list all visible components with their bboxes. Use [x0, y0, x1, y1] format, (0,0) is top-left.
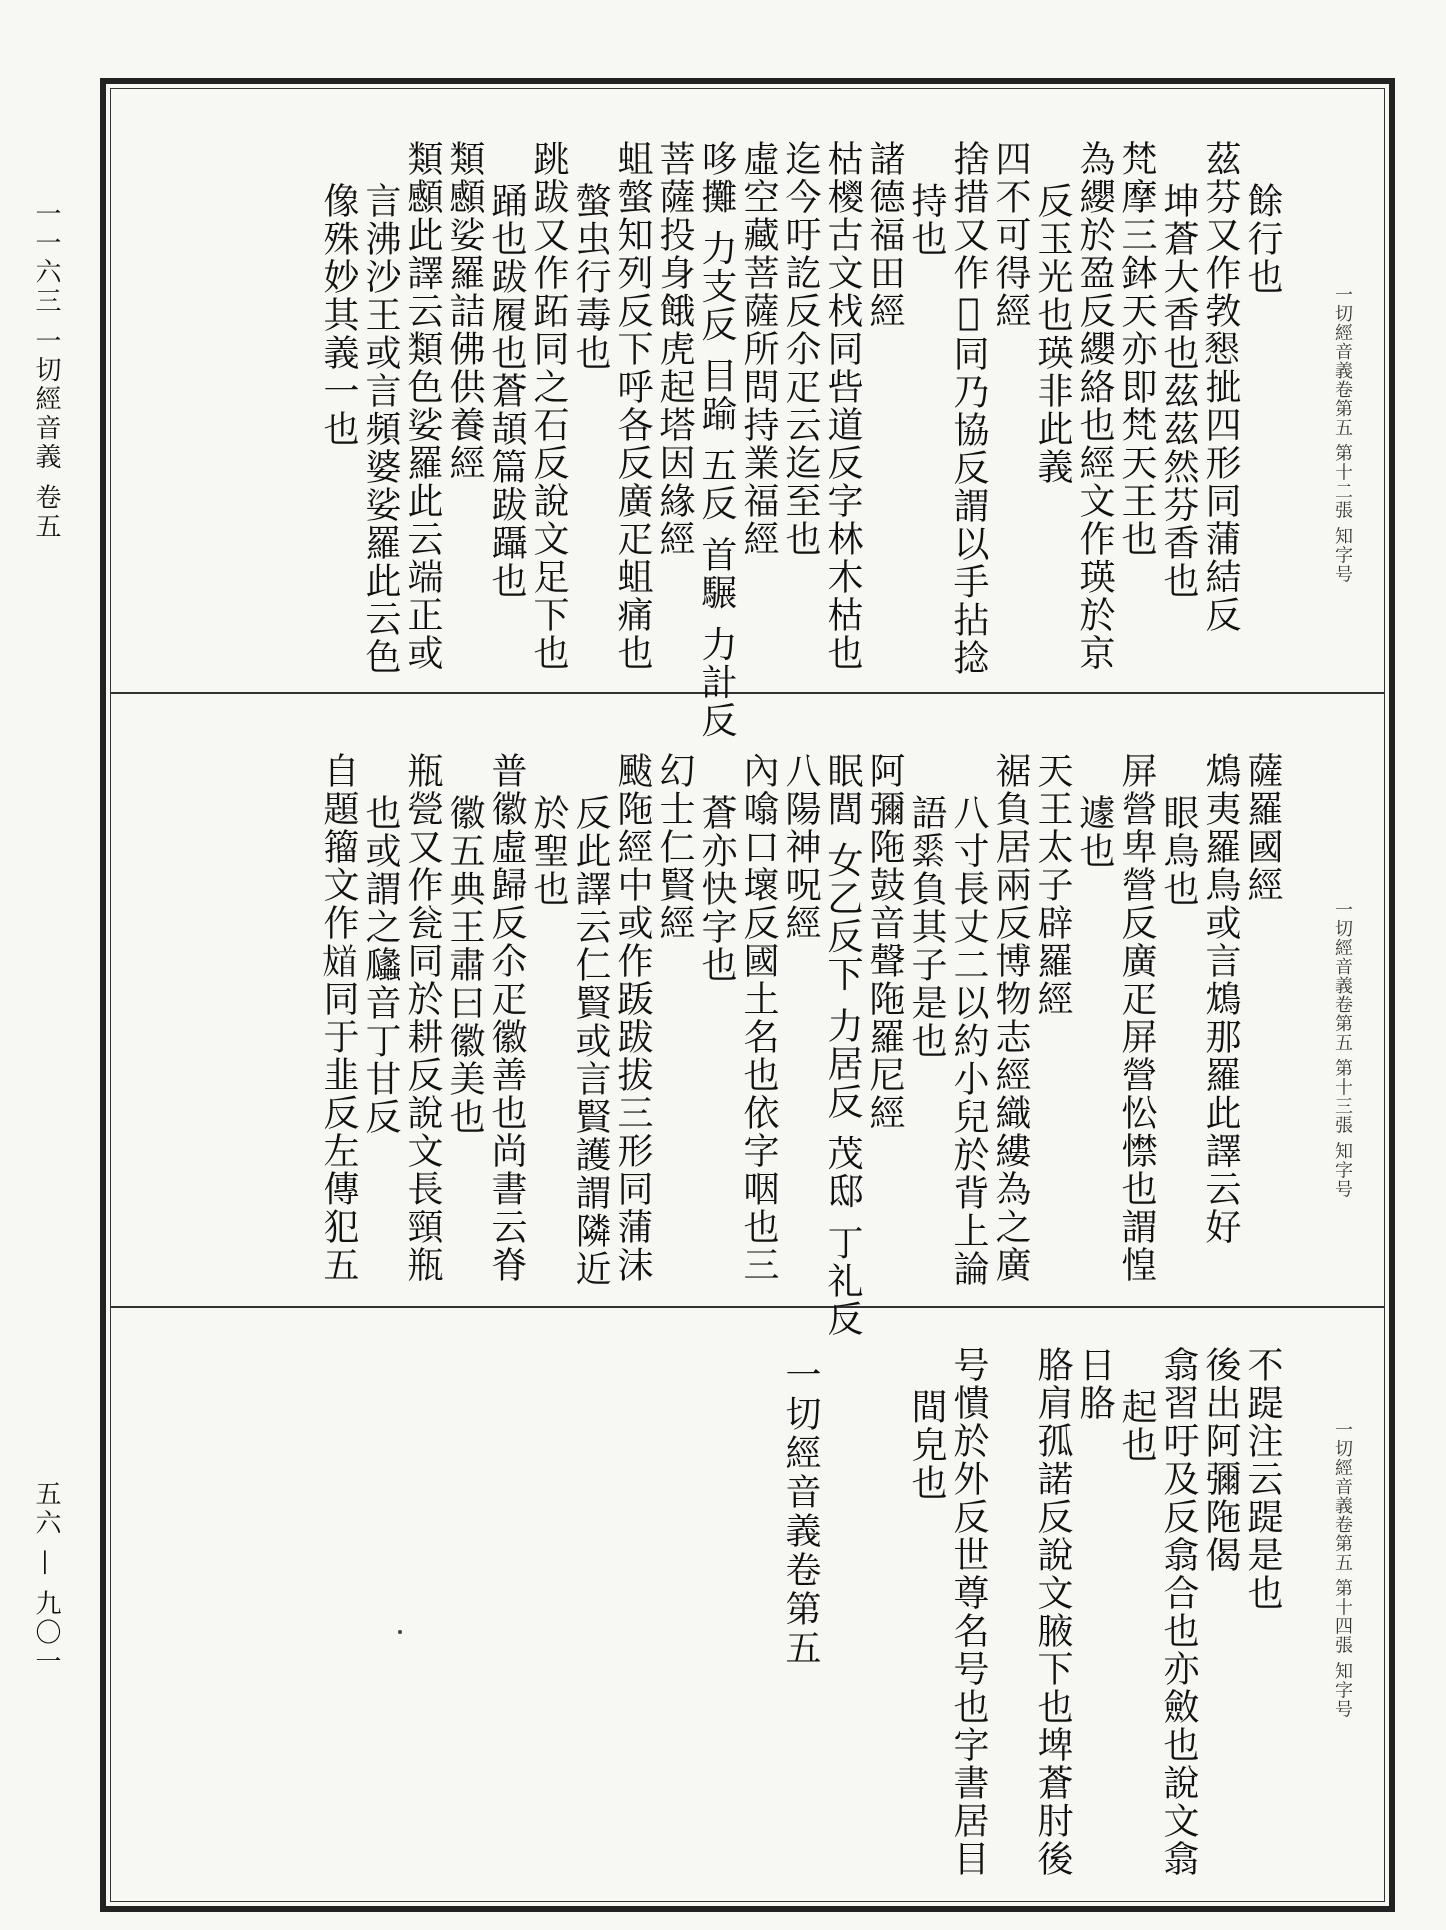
margin-title: 一一六三 一切經音義 卷五 — [31, 200, 61, 542]
s2-col-17: 反此譯云仁賢或言賢護謂隣近 — [570, 794, 611, 1288]
s1-col-19: 踊也跋履也蒼頡篇跋躡也 — [486, 182, 527, 600]
s2-col-7: 裾負居兩反博物志經織縷為之廣 — [990, 752, 1031, 1284]
s2-col-19: 普徽虛歸反尒疋徽善也尚書云脊 — [486, 752, 527, 1284]
s1-col-15: 菩薩投身餓虎起塔因緣經 — [654, 140, 695, 558]
s1-col-13: 虛空藏菩薩所問持業福經 — [738, 140, 779, 558]
s2-col-8: 八寸長丈二以約小兒於背上論 — [948, 794, 989, 1288]
s2-col-18: 於聖也 — [528, 794, 569, 908]
s2-col-11: 眠閭 女乙反下 力居反 茂邸 丁礼反 — [822, 752, 863, 1338]
s3-col-3: 翕習吁及反翕合也亦斂也說文翕 — [1158, 1346, 1199, 1878]
section-divider-1 — [110, 692, 1385, 694]
s2-col-3: 眼鳥也 — [1158, 794, 1199, 908]
ink-dot — [398, 1630, 402, 1634]
s1-col-2: 茲芬又作㪍𢡆㧗四形同蒲結反 — [1200, 140, 1241, 634]
s2-col-12: 八陽神呪經 — [780, 752, 821, 942]
s1-col-7: 四不可得經 — [990, 140, 1031, 330]
s2-col-15: 幻士仁賢經 — [654, 752, 695, 942]
s2-col-22: 也或謂之㼖音丁甘反 — [360, 794, 401, 1136]
section-2-header: 一切經音義卷第五 第十三張 知字号 — [1332, 900, 1353, 1199]
s2-col-14: 蒼亦快字也 — [696, 794, 737, 984]
s1-col-9: 持也 — [906, 182, 947, 258]
s3-col-2: 後出阿彌陁偈 — [1200, 1346, 1241, 1574]
s1-col-6: 反玉光也瑛非此義 — [1032, 182, 1073, 486]
s2-col-2: 鴆夷羅鳥或言鴆那羅此譯云好 — [1200, 752, 1241, 1246]
s2-col-10: 阿彌陁鼓音聲陁羅尼經 — [864, 752, 905, 1132]
volume-end-title: 一切經音義卷第五 — [780, 1356, 821, 1668]
s2-col-23: 自題籀文作𩠙同于韭反左傳犯五 — [318, 752, 359, 1284]
s1-col-14: 哆攤 力支反 目踰 五反 首𩥇 力計反 — [696, 140, 737, 740]
section-divider-2 — [110, 1306, 1385, 1308]
s1-col-23: 像殊妙其義一也 — [318, 182, 359, 448]
s1-col-22: 言沸沙王或言頻婆娑羅此云色 — [360, 182, 401, 676]
s1-col-12: 迄今吁訖反尒疋云迄至也 — [780, 140, 821, 558]
s2-col-16: 颰陁經中或作䟦跋拔三形同蒲沫 — [612, 752, 653, 1284]
s1-col-10: 諸德福田經 — [864, 140, 905, 330]
s1-col-18: 跳跋又作跖同之石反說文足下也 — [528, 140, 569, 672]
s2-col-6: 天王太子辟羅經 — [1032, 752, 1073, 1018]
s3-col-5: 日胳 — [1074, 1346, 1115, 1422]
s1-col-17: 螫虫行毒也 — [570, 182, 611, 372]
s1-col-1: 餘行也 — [1242, 182, 1283, 296]
s2-col-20: 徽五典王肅曰徽美也 — [444, 794, 485, 1136]
s1-col-21: 類䫲此譯云類色娑羅此云端正或 — [402, 140, 443, 672]
s3-col-1: 不踶注云踶是也 — [1242, 1346, 1283, 1612]
section-3-header: 一切經音義卷第五 第十四張 知字号 — [1332, 1420, 1353, 1719]
s2-col-13: 內噏口壞反國土名也依字咽也三 — [738, 752, 779, 1284]
s1-col-4: 梵摩三鉢天亦即梵天王也 — [1116, 140, 1157, 558]
s2-col-4: 屏營卑營反廣疋屏營忪㦗也謂惶 — [1116, 752, 1157, 1284]
s1-col-5: 為纓於盈反纓絡也經文作瑛於京 — [1074, 140, 1115, 672]
s3-col-7: 号憒於外反世尊名号也字書居目 — [948, 1346, 989, 1878]
margin-page-number: 五六 — 九〇一 — [31, 1480, 61, 1677]
s1-col-3: 坤蒼大香也茲茲然芬香也 — [1158, 182, 1199, 600]
s3-col-4: 起也 — [1116, 1388, 1157, 1464]
s3-col-6: 胳肩孤諾反說文腋下也埤蒼肘後 — [1032, 1346, 1073, 1878]
s2-col-21: 瓶甇又作瓮同於耕反說文長頸瓶 — [402, 752, 443, 1284]
s2-col-9: 語𦃃負其子是也 — [906, 794, 947, 1060]
s1-col-8: 捨措又作𢸛同乃協反謂以手拈捻 — [948, 140, 989, 677]
section-1-header: 一切經音義卷第五 第十二張 知字号 — [1332, 285, 1353, 584]
s3-col-8: 間皃也 — [906, 1388, 947, 1502]
s1-col-20: 類䫲娑羅詰佛供養經 — [444, 140, 485, 482]
s1-col-16: 蛆螫知列反下呼各反廣疋蛆痛也 — [612, 140, 653, 672]
s2-col-1: 薩羅國經 — [1242, 752, 1283, 904]
s2-col-5: 遽也 — [1074, 794, 1115, 870]
s1-col-11: 枯㯶古文𣏾同呰道反字林木枯也 — [822, 140, 863, 672]
